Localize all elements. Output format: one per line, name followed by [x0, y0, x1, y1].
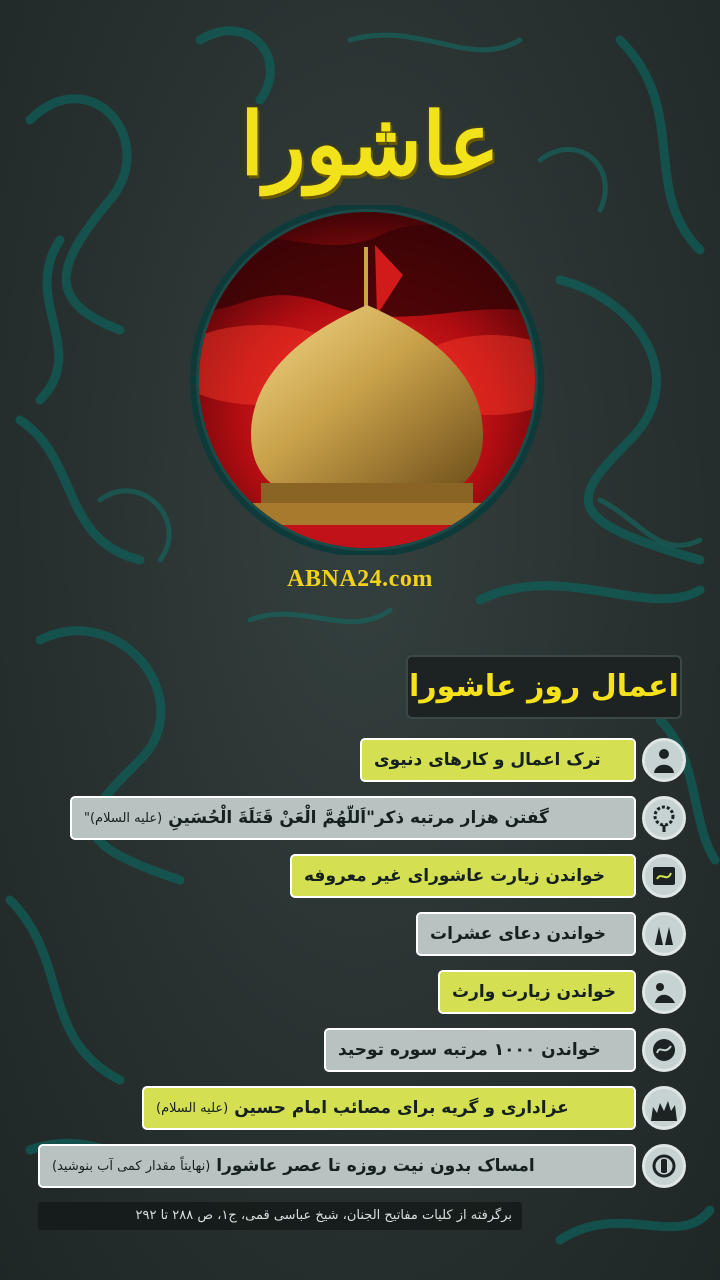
list-item: [70, 796, 636, 840]
no-fasting-icon: [642, 1144, 686, 1188]
item-label: عزاداری و گریه برای مصائب امام حسین: [234, 1098, 569, 1118]
item-label: گفتن هزار مرتبه ذکر"اَللّهُمَّ الْعَنْ قَتَلَةَ الْحُسَینِ: [168, 808, 549, 828]
item-note: (علیه السلام): [156, 1100, 229, 1116]
page-title: عاشورا: [240, 94, 500, 195]
list-item: [142, 1086, 636, 1130]
list-item: [38, 1144, 636, 1188]
item-label: امساک بدون نیت روزه تا عصر عاشورا: [216, 1156, 535, 1176]
list-item: [290, 854, 636, 898]
item-note: (نهایتاً مقدار کمی آب بنوشید): [52, 1158, 211, 1174]
item-label: خواندن زیارت وارث: [452, 982, 616, 1002]
calligraphy-flag-icon: [642, 854, 686, 898]
item-note: (علیه السلام)": [84, 810, 163, 826]
mourners-crowd-icon: [642, 1086, 686, 1130]
source-text: برگرفته از کلیات مفاتیح الجنان، شیخ عباسی قمی، ج۱، ص ۲۸۸ تا ۲۹۲: [135, 1208, 512, 1223]
site-url: ABNA24.com: [287, 566, 433, 592]
praying-person-icon: [642, 970, 686, 1014]
section-header: [406, 655, 682, 719]
item-label: خواندن زیارت عاشورای غیر معروفه: [304, 866, 605, 886]
praying-hands-icon: [642, 912, 686, 956]
list-item: [324, 1028, 636, 1072]
prayer-beads-icon: [642, 796, 686, 840]
item-label: خواندن ۱۰۰۰ مرتبه سوره توحید: [338, 1040, 601, 1060]
mourning-figure-icon: [642, 738, 686, 782]
item-label: خواندن دعای عشرات: [430, 924, 606, 944]
section-title: اعمال روز عاشورا: [409, 669, 679, 704]
shrine-dome-image: [171, 205, 563, 555]
title-calligraphy: [220, 70, 520, 220]
calligraphy-seal-icon: [642, 1028, 686, 1072]
source-footer: [38, 1202, 522, 1230]
item-label: ترک اعمال و کارهای دنیوی: [374, 750, 601, 770]
list-item: [360, 738, 636, 782]
list-item: [416, 912, 636, 956]
list-item: [438, 970, 636, 1014]
